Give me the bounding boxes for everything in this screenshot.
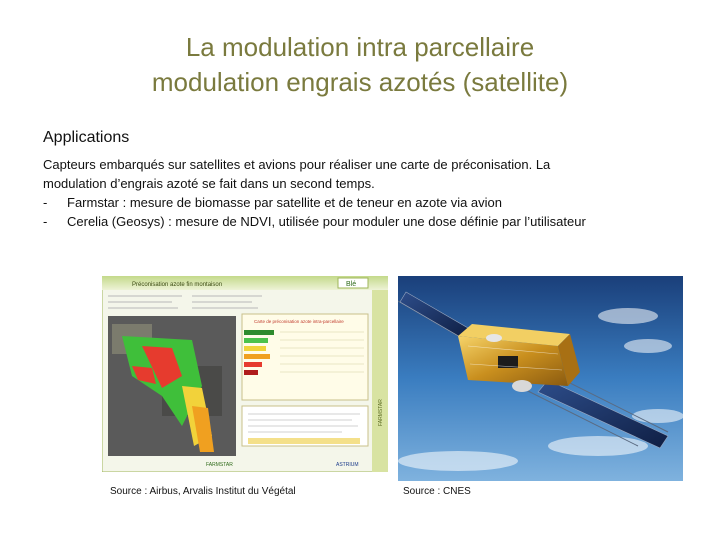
title-line-1: La modulation intra parcellaire <box>185 32 535 62</box>
bullet-marker: - <box>43 195 48 210</box>
slide-title <box>0 30 720 100</box>
satellite-image <box>398 276 683 481</box>
intro-line-1: Capteurs embarqués sur satellites et avions pour réaliser une carte de préconisation. La <box>43 157 551 172</box>
footer-brand-left: FARMSTAR <box>206 462 233 468</box>
right-figure-caption: Source : CNES <box>403 486 471 497</box>
section-body <box>43 155 693 231</box>
side-label: FARMSTAR <box>378 399 384 426</box>
section-heading: Applications <box>43 129 130 146</box>
farmstar-map-image <box>102 276 388 472</box>
crop-badge: Blé <box>346 281 357 288</box>
footer-brand-right: ASTRIUM <box>336 462 359 468</box>
bullet-text: Farmstar : mesure de biomasse par satellite et de teneur en azote via avion <box>67 195 502 210</box>
bullet-text: Cerelia (Geosys) : mesure de NDVI, utilisée pour moduler une dose définie par l’utilisateur <box>67 214 586 229</box>
bullet-cerelia <box>43 212 693 231</box>
map-header: Préconisation azote fin montaison <box>132 282 223 288</box>
bullet-marker: - <box>43 214 48 229</box>
box-title: Carte de préconisation azote intra-parcellaire <box>254 319 344 324</box>
intro-line-2: modulation d’engrais azoté se fait dans un second temps. <box>43 176 375 191</box>
left-figure-caption: Source : Airbus, Arvalis Institut du Végétal <box>110 486 296 497</box>
title-line-2: modulation engrais azotés (satellite) <box>151 67 569 97</box>
bullet-farmstar <box>43 193 693 212</box>
